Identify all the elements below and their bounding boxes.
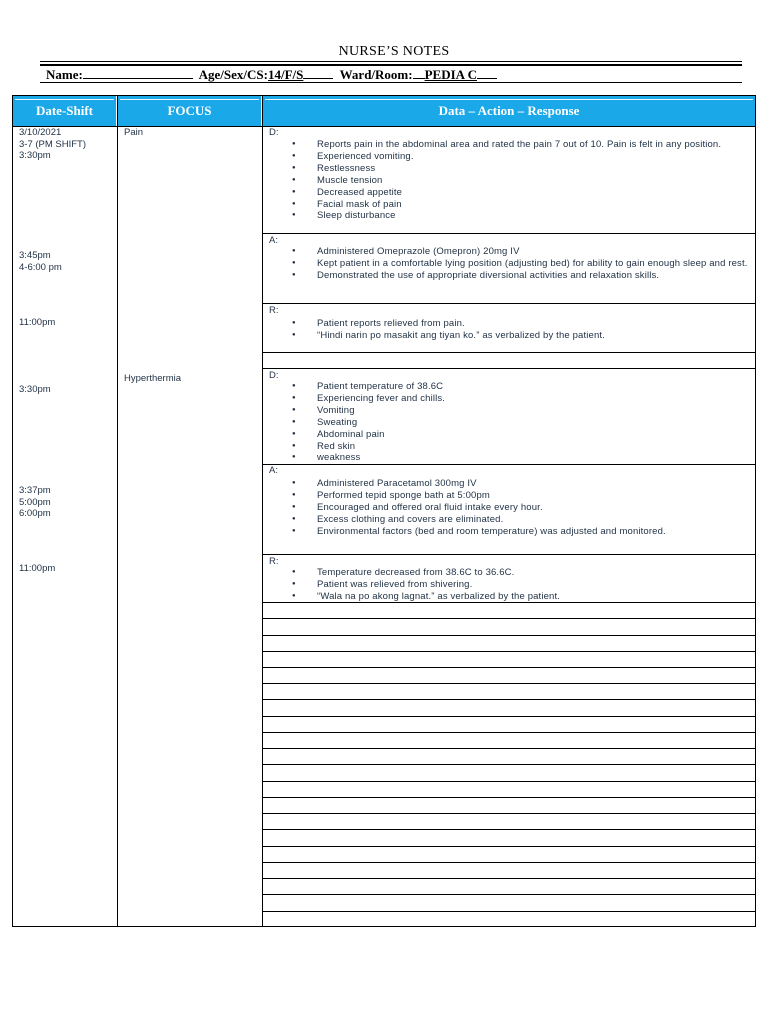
action-label: A: <box>269 235 278 246</box>
blank-line <box>262 781 755 782</box>
list-item: ● Encouraged and offered oral fluid intake every hour. <box>269 502 755 514</box>
col-header-date-shift: Date-Shift <box>13 96 116 126</box>
age-sex-cs-value[interactable]: 14/F/S <box>267 67 304 82</box>
pain-action-list <box>269 246 755 282</box>
header-rule-bottom <box>40 82 742 83</box>
blank-line <box>262 846 755 847</box>
list-item: ● Environmental factors (bed and room temperature) was adjusted and monitored. <box>269 526 755 538</box>
patient-info-row <box>46 66 497 83</box>
row-divider <box>262 233 755 234</box>
entry-shift: 3-7 (PM SHIFT) <box>19 138 87 150</box>
blank-line <box>262 667 755 668</box>
list-item: ● Abdominal pain <box>269 429 755 441</box>
col-header-focus: FOCUS <box>118 96 261 126</box>
blank-line <box>262 911 755 912</box>
entry-time: 3:30pm <box>19 150 51 161</box>
blank-line <box>262 813 755 814</box>
list-item: ● Kept patient in a comfortable lying position (adjusting bed) for ability to gain enough sleep and rest. <box>269 258 755 270</box>
entry-time: 3:45pm <box>19 250 51 261</box>
hyper-response-list <box>269 567 755 603</box>
blank-line <box>262 651 755 652</box>
list-item: ● Sleep disturbance <box>269 210 755 222</box>
blank-line <box>262 878 755 879</box>
hyper-data-list <box>269 381 755 464</box>
data-label: D: <box>269 127 279 138</box>
hyper-data-time: 3:30pm <box>19 384 51 395</box>
pain-date-shift <box>19 127 86 162</box>
list-item: ● Temperature decreased from 38.6C to 36.6C. <box>269 567 755 579</box>
list-item: ● Restlessness <box>269 163 755 175</box>
column-divider <box>117 96 118 926</box>
ward-room-blank-trail <box>477 66 497 79</box>
blank-line <box>262 748 755 749</box>
action-label: A: <box>269 465 278 476</box>
response-label: R: <box>269 305 279 316</box>
notes-table <box>12 95 756 927</box>
list-item: ● Sweating <box>269 417 755 429</box>
response-label: R: <box>269 556 279 567</box>
list-item: ● Administered Omeprazole (Omepron) 20mg IV <box>269 246 755 258</box>
blank-line <box>262 829 755 830</box>
name-label: Name: <box>46 67 83 82</box>
blank-line <box>262 797 755 798</box>
blank-line <box>262 894 755 895</box>
list-item: ● Experienced vomiting. <box>269 151 755 163</box>
hyper-response-time: 11:00pm <box>19 563 56 574</box>
list-item: ● Red skin <box>269 441 755 453</box>
blank-line <box>262 635 755 636</box>
entry-time: 5:00pm <box>19 496 51 508</box>
list-item: ● Facial mask of pain <box>269 199 755 211</box>
focus-pain: Pain <box>124 127 144 138</box>
ward-room-label: Ward/Room: <box>339 67 413 82</box>
list-item: ● Decreased appetite <box>269 187 755 199</box>
blank-line <box>262 732 755 733</box>
entry-time: 4-6:00 pm <box>19 261 62 273</box>
blank-line <box>262 862 755 863</box>
col-header-dar: Data – Action – Response <box>263 96 755 126</box>
blank-line <box>262 764 755 765</box>
entry-date: 3/10/2021 <box>19 127 62 138</box>
blank-line <box>262 716 755 717</box>
hyper-action-times <box>19 485 51 520</box>
pain-data-list <box>269 139 755 222</box>
list-item: ● “Hindi narin po masakit ang tiyan ko.” as verbalized by the patient. <box>269 330 755 342</box>
document-title: NURSE’S NOTES <box>338 44 450 59</box>
list-item: ● Patient reports relieved from pain. <box>269 318 755 330</box>
hyper-action-list <box>269 478 755 538</box>
blank-line <box>262 618 755 619</box>
column-divider <box>262 96 263 926</box>
entry-time: 3:37pm <box>19 485 51 496</box>
list-item: ● Patient temperature of 38.6C <box>269 381 755 393</box>
age-sex-cs-blank <box>303 66 333 79</box>
list-item: ● “Wala na po akong lagnat.” as verbalized by the patient. <box>269 591 755 603</box>
blank-line <box>262 683 755 684</box>
list-item: ● Excess clothing and covers are eliminated. <box>269 514 755 526</box>
list-item: ● Muscle tension <box>269 175 755 187</box>
row-divider <box>262 554 755 555</box>
list-item: ● Experiencing fever and chills. <box>269 393 755 405</box>
name-field[interactable] <box>83 66 193 79</box>
list-item: ● Demonstrated the use of appropriate diversional activities and relaxation skills. <box>269 270 755 282</box>
pain-action-times <box>19 250 62 273</box>
blank-line <box>262 699 755 700</box>
list-item: ● Reports pain in the abdominal area and rated the pain 7 out of 10. Pain is felt in any position. <box>269 139 755 151</box>
row-divider <box>262 303 755 304</box>
header-rule <box>40 61 742 62</box>
list-item: ● Vomiting <box>269 405 755 417</box>
pain-response-list <box>269 318 755 342</box>
data-label: D: <box>269 370 279 381</box>
row-divider <box>262 352 755 353</box>
pain-response-time: 11:00pm <box>19 317 56 328</box>
ward-room-value[interactable]: PEDIA C <box>424 67 477 82</box>
entry-time: 6:00pm <box>19 508 51 519</box>
list-item: ● Administered Paracetamol 300mg IV <box>269 478 755 490</box>
ward-room-blank-lead <box>413 66 425 79</box>
list-item: ● Performed tepid sponge bath at 5:00pm <box>269 490 755 502</box>
focus-hyperthermia: Hyperthermia <box>124 373 182 384</box>
list-item: ● weakness <box>269 452 755 464</box>
row-divider <box>262 368 755 369</box>
list-item: ● Patient was relieved from shivering. <box>269 579 755 591</box>
age-sex-cs-label: Age/Sex/CS: <box>198 67 268 82</box>
